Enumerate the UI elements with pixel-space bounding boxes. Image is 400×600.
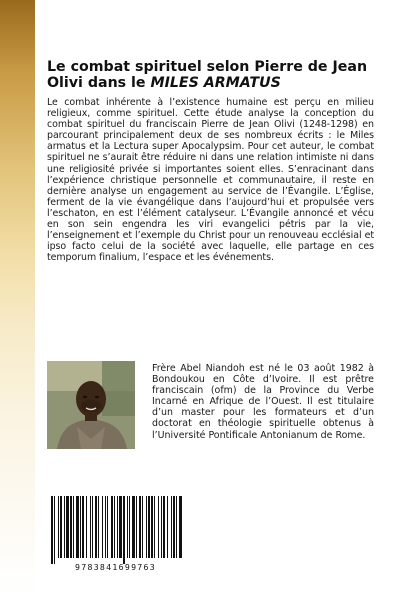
barcode-bar: [158, 496, 159, 558]
barcode-bar: [111, 496, 113, 558]
barcode-bar: [73, 496, 74, 558]
barcode-bar: [51, 496, 53, 564]
barcode-bar: [107, 496, 108, 558]
title-line2: Olivi dans le MILES ARMATUS: [47, 75, 281, 91]
barcode-bar: [117, 496, 118, 558]
book-summary: [47, 97, 374, 263]
barcode-bar: [142, 496, 143, 558]
back-cover: [47, 0, 374, 600]
barcode-bar: [58, 496, 59, 558]
barcode-bar: [136, 496, 137, 558]
barcode-bar: [102, 496, 103, 558]
barcode-bar: [154, 496, 155, 558]
barcode-bar: [76, 496, 79, 558]
barcode-bar: [179, 496, 182, 558]
barcode-bar: [80, 496, 81, 558]
barcode-bar: [98, 496, 99, 558]
barcode-bar: [92, 496, 93, 558]
barcode-bar: [64, 496, 65, 558]
book-title: [47, 59, 374, 91]
barcode-bar: [114, 496, 115, 558]
isbn-barcode: [47, 492, 184, 568]
barcode-bar: [119, 496, 122, 558]
summary-text: Le combat inhérente à l’existence humaine est perçu en milieu religieux, comme spirituel. Cette étude analyse la conception du combat spirituel du franciscain Pierre de Jean Olivi (1248-1298) en parcourant principalement deux de ses nombreux écrits : le Miles armatus et la Lectura super Apocalypsim. Pour cet auteur, le combat spirituel ne s’aurait être réduire ni dans une relation intimiste ni dans une religiosité privée si importantes soient elles. S’enracinant dans l’expérience christique personnelle et communautaire, il reste en dernière analyse un engagement au service de l’Évangile. L’Église, ferment de la vie évangélique dans l’aujourd’hui et propulsée vers l’eschaton, en est l’élément catalyseur. L’Évangile annoncé et vécu en son sein engendra les viri evangelici pétris par la vie, l’enseignement et l’exemple du Christ pour un renouveau ecclésial et ipso facto celui de la société avec laquelle, elle partage en ces temporum finalium, l’espace et les événements.: [47, 97, 374, 264]
barcode-bar: [163, 496, 165, 558]
barcode-bar: [95, 496, 97, 558]
barcode-bar: [90, 496, 91, 558]
author-bio: Frère Abel Niandoh est né le 03 août 1982 à Bondoukou en Côte d’Ivoire. Il est prêtre franciscain (ofm) de la Province du Verbe Incarné en Afrique de l’Ouest. Il est titulaire d’un master pour les formateurs et d’un doctorat en théologie spirituelle obtenus à l’Université Pontificale Antonianum de Rome.: [152, 363, 374, 441]
barcode-bar: [60, 496, 62, 558]
author-portrait-icon: [47, 361, 135, 449]
barcode-bar: [129, 496, 130, 558]
barcode-bar: [148, 496, 150, 558]
author-photo: [47, 361, 135, 449]
barcode-bar: [173, 496, 175, 558]
title-italic-part: MILES ARMATUS: [150, 75, 281, 91]
barcode-bar: [171, 496, 172, 558]
barcode-bar: [86, 496, 87, 558]
barcode-bar: [132, 496, 135, 558]
title-line1: Le combat spirituel selon Pierre de Jean: [47, 59, 368, 75]
barcode-bar: [54, 496, 55, 564]
barcode-bar: [123, 496, 125, 564]
barcode-bar: [82, 496, 84, 558]
cover-accent-band: [0, 0, 35, 600]
barcode-bar: [70, 496, 72, 558]
barcode-bar: [139, 496, 141, 558]
barcode-bar: [66, 496, 69, 558]
barcode-bar: [167, 496, 168, 558]
barcode-bar: [146, 496, 147, 558]
barcode-bar: [127, 496, 128, 558]
barcode-number: 9783841699763: [75, 562, 156, 572]
barcode-bar: [151, 496, 153, 558]
barcode-bar: [161, 496, 162, 558]
barcode-bar: [176, 496, 177, 558]
barcode-bar: [105, 496, 106, 558]
